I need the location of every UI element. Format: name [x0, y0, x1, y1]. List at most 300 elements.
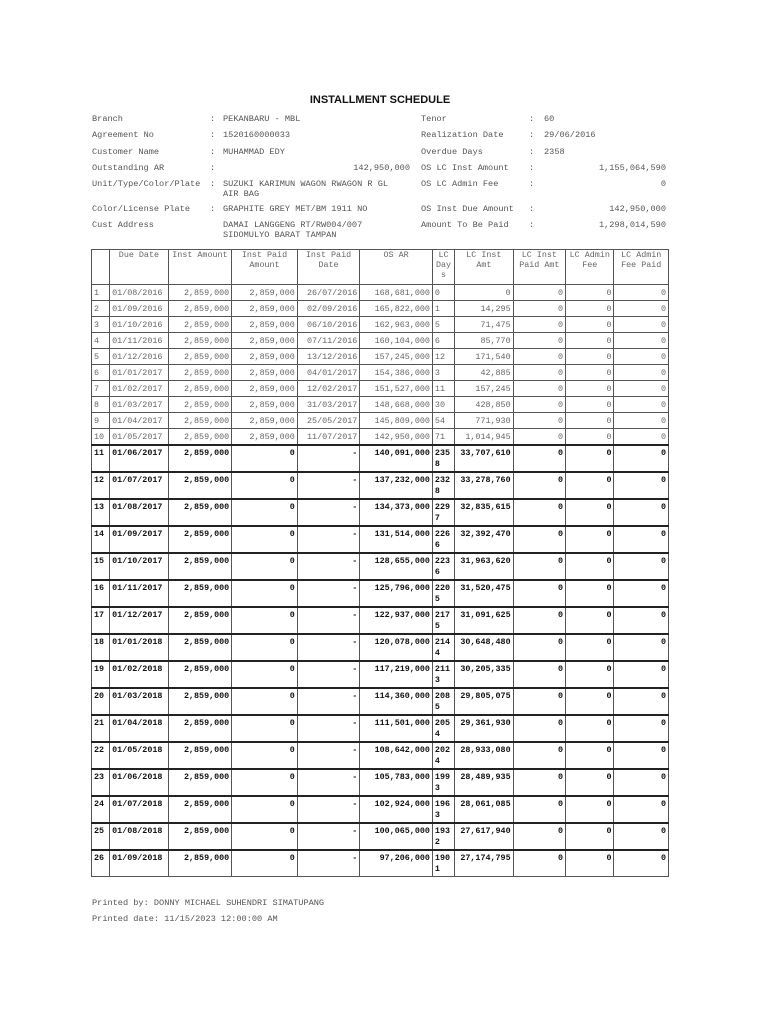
lc-days-cell: 2144 [432, 634, 454, 661]
lc-admin-fee-paid-cell: 0 [614, 823, 669, 850]
os-inst-due-amount-value: 142,950,000 [609, 204, 666, 214]
lc-inst-amt-cell: 28,933,080 [455, 742, 514, 769]
realization-date-label: Realization Date [421, 130, 504, 140]
inst-paid-amount-cell: 0 [232, 742, 298, 769]
inst-paid-amount-cell: 0 [232, 796, 298, 823]
lc-admin-fee-paid-cell: 0 [614, 499, 669, 526]
lc-days-cell: 2328 [432, 472, 454, 499]
lc-inst-amt-cell: 0 [455, 285, 514, 301]
due-date-cell: 01/09/2016 [110, 301, 169, 317]
customer-name-label: Customer Name [92, 147, 160, 157]
row-number-cell: 24 [92, 796, 110, 823]
row-number-cell: 10 [92, 429, 110, 446]
row-number-cell: 17 [92, 607, 110, 634]
inst-paid-amount-cell: 0 [232, 526, 298, 553]
lc-admin-fee-paid-cell: 0 [614, 634, 669, 661]
column-header: LC Days [432, 250, 454, 285]
os-ar-cell: 131,514,000 [360, 526, 433, 553]
due-date-cell: 01/01/2018 [110, 634, 169, 661]
inst-paid-date-cell: 04/01/2017 [297, 365, 360, 381]
lc-admin-fee-cell: 0 [566, 333, 614, 349]
os-lc-admin-fee-label: OS LC Admin Fee [421, 179, 499, 189]
lc-admin-fee-cell: 0 [566, 742, 614, 769]
table-row [92, 429, 669, 446]
overdue-days-label: Overdue Days [421, 147, 483, 157]
os-ar-cell: 142,950,000 [360, 429, 433, 446]
row-number-cell: 23 [92, 769, 110, 796]
inst-amount-cell: 2,859,000 [168, 333, 232, 349]
row-number-cell: 5 [92, 349, 110, 365]
os-ar-cell: 151,527,000 [360, 381, 433, 397]
lc-admin-fee-cell: 0 [566, 580, 614, 607]
row-number-cell: 15 [92, 553, 110, 580]
inst-paid-amount-cell: 0 [232, 607, 298, 634]
table-row [92, 607, 669, 634]
inst-amount-cell: 2,859,000 [168, 715, 232, 742]
os-ar-cell: 105,783,000 [360, 769, 433, 796]
lc-inst-amt-cell: 1,014,945 [455, 429, 514, 446]
os-ar-cell: 111,501,000 [360, 715, 433, 742]
inst-paid-amount-cell: 0 [232, 661, 298, 688]
inst-amount-cell: 2,859,000 [168, 445, 232, 472]
colon: : [210, 114, 216, 124]
due-date-cell: 01/05/2017 [110, 429, 169, 446]
cust-address-value: DAMAI LANGGENG RT/RW004/007 SIDOMULYO BARAT TAMPAN [223, 220, 363, 240]
os-ar-cell: 162,963,000 [360, 317, 433, 333]
lc-admin-fee-paid-cell: 0 [614, 285, 669, 301]
inst-amount-cell: 2,859,000 [168, 397, 232, 413]
table-row [92, 823, 669, 850]
lc-admin-fee-paid-cell: 0 [614, 796, 669, 823]
page-title: INSTALLMENT SCHEDULE [309, 94, 451, 106]
amount-to-be-paid-label: Amount To Be Paid [421, 220, 509, 230]
lc-inst-paid-amt-cell: 0 [513, 634, 565, 661]
os-ar-cell: 134,373,000 [360, 499, 433, 526]
lc-inst-paid-amt-cell: 0 [513, 580, 565, 607]
lc-admin-fee-paid-cell: 0 [614, 472, 669, 499]
due-date-cell: 01/03/2018 [110, 688, 169, 715]
lc-inst-paid-amt-cell: 0 [513, 715, 565, 742]
inst-paid-date-cell: 07/11/2016 [297, 333, 360, 349]
os-lc-inst-amount-label: OS LC Inst Amount [421, 163, 509, 173]
row-number-cell: 6 [92, 365, 110, 381]
lc-inst-paid-amt-cell: 0 [513, 349, 565, 365]
lc-inst-paid-amt-cell: 0 [513, 413, 565, 429]
table-row [92, 381, 669, 397]
lc-inst-paid-amt-cell: 0 [513, 607, 565, 634]
inst-amount-cell: 2,859,000 [168, 381, 232, 397]
row-number-cell: 7 [92, 381, 110, 397]
inst-paid-date-cell: - [297, 688, 360, 715]
agreement-no-value: 1520160000033 [223, 130, 291, 140]
lc-inst-paid-amt-cell: 0 [513, 397, 565, 413]
table-row [92, 499, 669, 526]
due-date-cell: 01/08/2017 [110, 499, 169, 526]
due-date-cell: 01/04/2018 [110, 715, 169, 742]
inst-paid-amount-cell: 2,859,000 [232, 317, 298, 333]
lc-inst-amt-cell: 31,520,475 [455, 580, 514, 607]
inst-paid-amount-cell: 2,859,000 [232, 381, 298, 397]
lc-inst-amt-cell: 28,489,935 [455, 769, 514, 796]
os-ar-cell: 137,232,000 [360, 472, 433, 499]
row-number-cell: 21 [92, 715, 110, 742]
printed-by: Printed by: DONNY MICHAEL SUHENDRI SIMATUPANG [92, 898, 325, 908]
lc-admin-fee-paid-cell: 0 [614, 526, 669, 553]
lc-admin-fee-paid-cell: 0 [614, 715, 669, 742]
inst-paid-amount-cell: 2,859,000 [232, 301, 298, 317]
colon: : [529, 179, 535, 189]
row-number-cell: 16 [92, 580, 110, 607]
branch-value: PEKANBARU - MBL [223, 114, 301, 124]
os-ar-cell: 100,065,000 [360, 823, 433, 850]
cust-address-label: Cust Address [92, 220, 154, 230]
lc-inst-paid-amt-cell: 0 [513, 796, 565, 823]
due-date-cell: 01/08/2018 [110, 823, 169, 850]
lc-inst-paid-amt-cell: 0 [513, 526, 565, 553]
lc-admin-fee-cell: 0 [566, 349, 614, 365]
lc-inst-paid-amt-cell: 0 [513, 823, 565, 850]
tenor-label: Tenor [421, 114, 447, 124]
row-number-cell: 20 [92, 688, 110, 715]
lc-days-cell: 11 [432, 381, 454, 397]
row-number-cell: 18 [92, 634, 110, 661]
inst-paid-date-cell: - [297, 742, 360, 769]
due-date-cell: 01/12/2016 [110, 349, 169, 365]
lc-days-cell: 1 [432, 301, 454, 317]
table-row [92, 715, 669, 742]
inst-paid-amount-cell: 0 [232, 553, 298, 580]
lc-inst-paid-amt-cell: 0 [513, 661, 565, 688]
colon: : [529, 130, 535, 140]
due-date-cell: 01/11/2017 [110, 580, 169, 607]
lc-admin-fee-paid-cell: 0 [614, 553, 669, 580]
inst-amount-cell: 2,859,000 [168, 472, 232, 499]
lc-inst-paid-amt-cell: 0 [513, 769, 565, 796]
column-header [92, 250, 110, 285]
lc-admin-fee-paid-cell: 0 [614, 365, 669, 381]
table-header-row [92, 250, 669, 285]
colon: : [210, 204, 216, 214]
column-header: Due Date [110, 250, 169, 285]
lc-inst-amt-cell: 32,835,615 [455, 499, 514, 526]
inst-paid-date-cell: - [297, 823, 360, 850]
lc-inst-amt-cell: 771,930 [455, 413, 514, 429]
lc-admin-fee-paid-cell: 0 [614, 742, 669, 769]
due-date-cell: 01/06/2017 [110, 445, 169, 472]
colon: : [529, 220, 535, 230]
outstanding-ar-label: Outstanding AR [92, 163, 165, 173]
due-date-cell: 01/10/2016 [110, 317, 169, 333]
inst-paid-amount-cell: 0 [232, 688, 298, 715]
lc-admin-fee-cell: 0 [566, 499, 614, 526]
inst-paid-amount-cell: 0 [232, 823, 298, 850]
inst-paid-amount-cell: 0 [232, 715, 298, 742]
lc-days-cell: 54 [432, 413, 454, 429]
inst-paid-date-cell: - [297, 634, 360, 661]
inst-amount-cell: 2,859,000 [168, 661, 232, 688]
lc-inst-paid-amt-cell: 0 [513, 301, 565, 317]
lc-days-cell: 0 [432, 285, 454, 301]
inst-amount-cell: 2,859,000 [168, 365, 232, 381]
inst-amount-cell: 2,859,000 [168, 850, 232, 877]
os-ar-cell: 122,937,000 [360, 607, 433, 634]
inst-paid-amount-cell: 0 [232, 445, 298, 472]
os-ar-cell: 148,668,000 [360, 397, 433, 413]
lc-days-cell: 2297 [432, 499, 454, 526]
os-ar-cell: 114,360,000 [360, 688, 433, 715]
lc-inst-amt-cell: 33,278,760 [455, 472, 514, 499]
inst-paid-date-cell: - [297, 553, 360, 580]
lc-inst-paid-amt-cell: 0 [513, 742, 565, 769]
table-row [92, 472, 669, 499]
inst-paid-date-cell: - [297, 499, 360, 526]
os-inst-due-amount-label: OS Inst Due Amount [421, 204, 514, 214]
colon: : [529, 204, 535, 214]
lc-inst-paid-amt-cell: 0 [513, 850, 565, 877]
lc-days-cell: 12 [432, 349, 454, 365]
color-plate-value: GRAPHITE GREY MET/BM 1911 NO [223, 204, 368, 214]
inst-amount-cell: 2,859,000 [168, 823, 232, 850]
column-header: LC Admin Fee Paid [614, 250, 669, 285]
table-row [92, 580, 669, 607]
lc-admin-fee-cell: 0 [566, 526, 614, 553]
inst-paid-date-cell: 26/07/2016 [297, 285, 360, 301]
lc-inst-paid-amt-cell: 0 [513, 499, 565, 526]
lc-admin-fee-cell: 0 [566, 381, 614, 397]
lc-days-cell: 2024 [432, 742, 454, 769]
agreement-no-label: Agreement No [92, 130, 154, 140]
inst-paid-date-cell: - [297, 472, 360, 499]
lc-days-cell: 2358 [432, 445, 454, 472]
lc-admin-fee-paid-cell: 0 [614, 333, 669, 349]
table-row [92, 349, 669, 365]
branch-label: Branch [92, 114, 123, 124]
table-row [92, 333, 669, 349]
inst-paid-amount-cell: 2,859,000 [232, 349, 298, 365]
lc-days-cell: 5 [432, 317, 454, 333]
table-row [92, 397, 669, 413]
row-number-cell: 26 [92, 850, 110, 877]
lc-days-cell: 2113 [432, 661, 454, 688]
os-ar-cell: 120,078,000 [360, 634, 433, 661]
lc-admin-fee-paid-cell: 0 [614, 580, 669, 607]
lc-admin-fee-paid-cell: 0 [614, 413, 669, 429]
row-number-cell: 12 [92, 472, 110, 499]
lc-admin-fee-cell: 0 [566, 317, 614, 333]
inst-amount-cell: 2,859,000 [168, 526, 232, 553]
row-number-cell: 3 [92, 317, 110, 333]
due-date-cell: 01/05/2018 [110, 742, 169, 769]
inst-amount-cell: 2,859,000 [168, 413, 232, 429]
realization-date-value: 29/06/2016 [544, 130, 596, 140]
due-date-cell: 01/12/2017 [110, 607, 169, 634]
due-date-cell: 01/09/2018 [110, 850, 169, 877]
inst-paid-amount-cell: 2,859,000 [232, 365, 298, 381]
lc-admin-fee-cell: 0 [566, 796, 614, 823]
table-row [92, 661, 669, 688]
row-number-cell: 2 [92, 301, 110, 317]
due-date-cell: 01/07/2017 [110, 472, 169, 499]
lc-inst-paid-amt-cell: 0 [513, 381, 565, 397]
lc-admin-fee-cell: 0 [566, 823, 614, 850]
os-ar-cell: 165,822,000 [360, 301, 433, 317]
inst-paid-amount-cell: 2,859,000 [232, 413, 298, 429]
outstanding-ar-value: 142,950,000 [353, 163, 410, 173]
lc-admin-fee-cell: 0 [566, 661, 614, 688]
inst-paid-date-cell: 06/10/2016 [297, 317, 360, 333]
lc-days-cell: 2236 [432, 553, 454, 580]
lc-admin-fee-cell: 0 [566, 365, 614, 381]
row-number-cell: 13 [92, 499, 110, 526]
lc-inst-amt-cell: 27,617,940 [455, 823, 514, 850]
inst-amount-cell: 2,859,000 [168, 553, 232, 580]
column-header: Inst Paid Amount [232, 250, 298, 285]
table-row [92, 285, 669, 301]
lc-admin-fee-cell: 0 [566, 429, 614, 446]
lc-inst-paid-amt-cell: 0 [513, 365, 565, 381]
lc-admin-fee-paid-cell: 0 [614, 850, 669, 877]
inst-paid-date-cell: 31/03/2017 [297, 397, 360, 413]
unit-type-label: Unit/Type/Color/Plate [92, 179, 201, 189]
lc-inst-amt-cell: 30,648,480 [455, 634, 514, 661]
colon: : [529, 147, 535, 157]
due-date-cell: 01/10/2017 [110, 553, 169, 580]
inst-paid-amount-cell: 0 [232, 580, 298, 607]
inst-paid-date-cell: - [297, 850, 360, 877]
lc-admin-fee-paid-cell: 0 [614, 429, 669, 446]
inst-paid-amount-cell: 0 [232, 769, 298, 796]
column-header: LC Admin Fee [566, 250, 614, 285]
lc-inst-amt-cell: 71,475 [455, 317, 514, 333]
lc-inst-paid-amt-cell: 0 [513, 317, 565, 333]
due-date-cell: 01/03/2017 [110, 397, 169, 413]
inst-paid-date-cell: - [297, 661, 360, 688]
lc-days-cell: 6 [432, 333, 454, 349]
lc-inst-paid-amt-cell: 0 [513, 553, 565, 580]
lc-admin-fee-paid-cell: 0 [614, 317, 669, 333]
lc-inst-paid-amt-cell: 0 [513, 688, 565, 715]
lc-inst-amt-cell: 42,885 [455, 365, 514, 381]
table-row [92, 634, 669, 661]
lc-admin-fee-cell: 0 [566, 397, 614, 413]
table-row [92, 553, 669, 580]
table-row [92, 850, 669, 877]
row-number-cell: 22 [92, 742, 110, 769]
inst-paid-date-cell: 25/05/2017 [297, 413, 360, 429]
printed-date: Printed date: 11/15/2023 12:00:00 AM [92, 914, 278, 924]
column-header: Inst Paid Date [297, 250, 360, 285]
column-header: LC Inst Amt [455, 250, 514, 285]
column-header: LC Inst Paid Amt [513, 250, 565, 285]
inst-paid-date-cell: 13/12/2016 [297, 349, 360, 365]
inst-paid-amount-cell: 0 [232, 850, 298, 877]
lc-days-cell: 1993 [432, 769, 454, 796]
inst-amount-cell: 2,859,000 [168, 634, 232, 661]
inst-amount-cell: 2,859,000 [168, 349, 232, 365]
os-ar-cell: 154,386,000 [360, 365, 433, 381]
os-ar-cell: 160,104,000 [360, 333, 433, 349]
row-number-cell: 25 [92, 823, 110, 850]
inst-paid-amount-cell: 2,859,000 [232, 333, 298, 349]
inst-paid-amount-cell: 2,859,000 [232, 397, 298, 413]
table-row [92, 688, 669, 715]
lc-admin-fee-cell: 0 [566, 445, 614, 472]
due-date-cell: 01/06/2018 [110, 769, 169, 796]
lc-admin-fee-cell: 0 [566, 607, 614, 634]
lc-inst-amt-cell: 157,245 [455, 381, 514, 397]
os-ar-cell: 145,809,000 [360, 413, 433, 429]
table-row [92, 413, 669, 429]
lc-inst-amt-cell: 31,091,625 [455, 607, 514, 634]
due-date-cell: 01/04/2017 [110, 413, 169, 429]
os-ar-cell: 140,091,000 [360, 445, 433, 472]
lc-admin-fee-paid-cell: 0 [614, 381, 669, 397]
colon: : [529, 163, 535, 173]
color-plate-label: Color/License Plate [92, 204, 190, 214]
inst-amount-cell: 2,859,000 [168, 429, 232, 446]
row-number-cell: 19 [92, 661, 110, 688]
os-ar-cell: 97,206,000 [360, 850, 433, 877]
lc-inst-amt-cell: 32,392,470 [455, 526, 514, 553]
unit-type-value: SUZUKI KARIMUN WAGON RWAGON R GL AIR BAG [223, 179, 389, 199]
lc-admin-fee-cell: 0 [566, 850, 614, 877]
os-ar-cell: 117,219,000 [360, 661, 433, 688]
lc-admin-fee-paid-cell: 0 [614, 349, 669, 365]
lc-admin-fee-paid-cell: 0 [614, 445, 669, 472]
row-number-cell: 4 [92, 333, 110, 349]
lc-admin-fee-cell: 0 [566, 769, 614, 796]
os-ar-cell: 125,796,000 [360, 580, 433, 607]
lc-admin-fee-cell: 0 [566, 472, 614, 499]
amount-to-be-paid-value: 1,298,014,590 [598, 220, 666, 230]
lc-inst-paid-amt-cell: 0 [513, 472, 565, 499]
lc-admin-fee-cell: 0 [566, 301, 614, 317]
os-ar-cell: 108,642,000 [360, 742, 433, 769]
lc-inst-amt-cell: 30,205,335 [455, 661, 514, 688]
lc-inst-amt-cell: 428,850 [455, 397, 514, 413]
lc-admin-fee-paid-cell: 0 [614, 688, 669, 715]
inst-amount-cell: 2,859,000 [168, 285, 232, 301]
inst-amount-cell: 2,859,000 [168, 769, 232, 796]
row-number-cell: 14 [92, 526, 110, 553]
due-date-cell: 01/01/2017 [110, 365, 169, 381]
due-date-cell: 01/08/2016 [110, 285, 169, 301]
colon: : [529, 114, 535, 124]
inst-amount-cell: 2,859,000 [168, 499, 232, 526]
lc-inst-paid-amt-cell: 0 [513, 445, 565, 472]
lc-days-cell: 2054 [432, 715, 454, 742]
inst-paid-amount-cell: 2,859,000 [232, 429, 298, 446]
lc-days-cell: 1932 [432, 823, 454, 850]
inst-amount-cell: 2,859,000 [168, 301, 232, 317]
inst-amount-cell: 2,859,000 [168, 742, 232, 769]
table-row [92, 796, 669, 823]
lc-inst-amt-cell: 33,707,610 [455, 445, 514, 472]
inst-paid-amount-cell: 0 [232, 634, 298, 661]
lc-inst-amt-cell: 171,540 [455, 349, 514, 365]
lc-days-cell: 2175 [432, 607, 454, 634]
os-ar-cell: 128,655,000 [360, 553, 433, 580]
lc-days-cell: 2205 [432, 580, 454, 607]
lc-inst-amt-cell: 28,061,085 [455, 796, 514, 823]
row-number-cell: 8 [92, 397, 110, 413]
row-number-cell: 11 [92, 445, 110, 472]
inst-paid-amount-cell: 2,859,000 [232, 285, 298, 301]
tenor-value: 60 [544, 114, 555, 124]
lc-days-cell: 2085 [432, 688, 454, 715]
lc-inst-amt-cell: 85,770 [455, 333, 514, 349]
lc-days-cell: 1963 [432, 796, 454, 823]
